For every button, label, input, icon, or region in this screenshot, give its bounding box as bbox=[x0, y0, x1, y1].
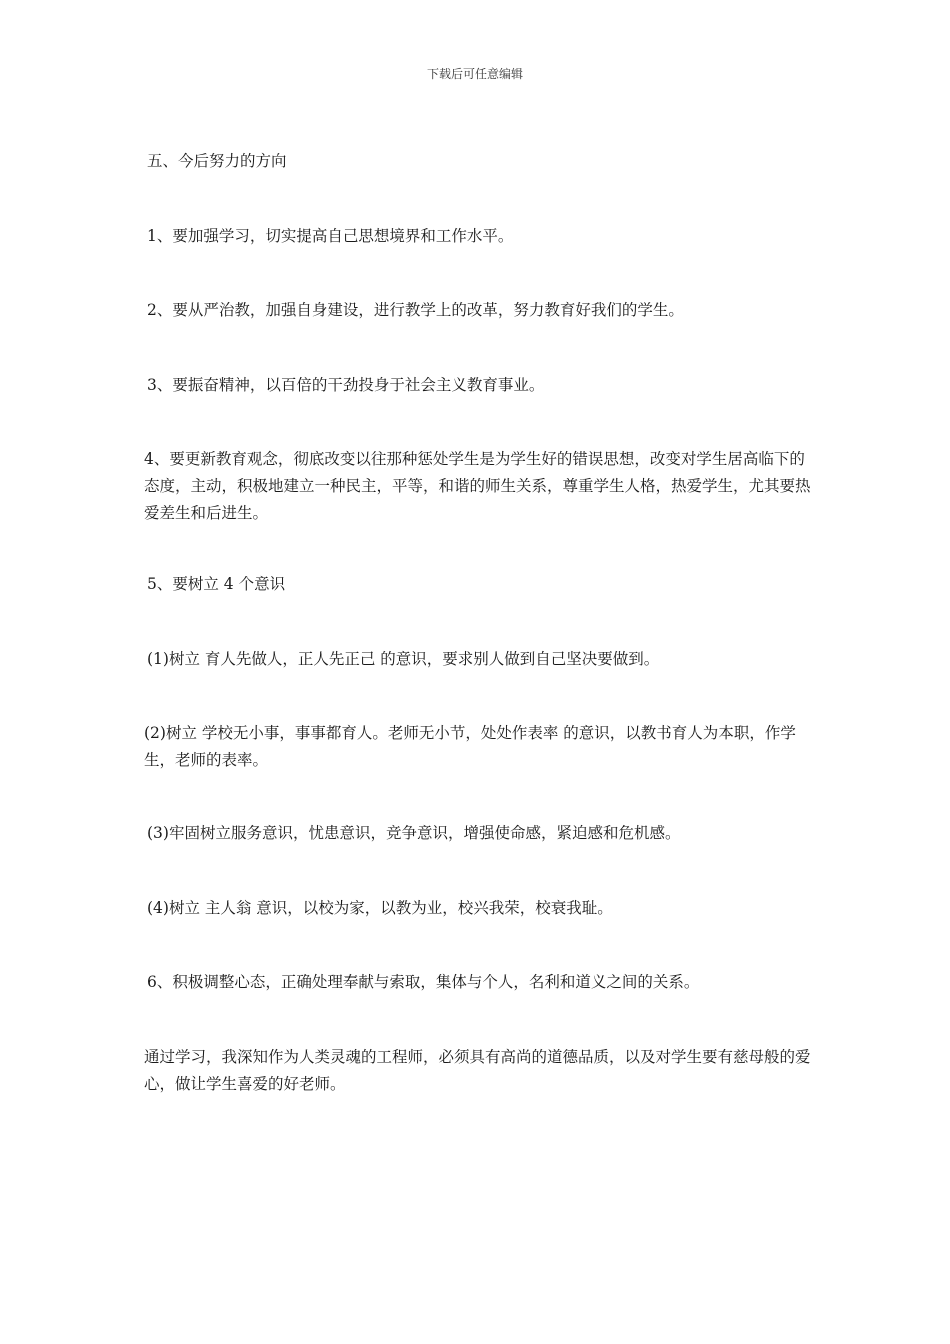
paragraph-subitem-1: (1)树立 育人先做人，正人先正己 的意识，要求别人做到自己坚决要做到。 bbox=[147, 650, 660, 668]
paragraph-item-1: 1、要加强学习，切实提高自己思想境界和工作水平。 bbox=[147, 227, 514, 245]
paragraph-item-4: 4、要更新教育观念，彻底改变以往那种惩处学生是为学生好的错误思想，改变对学生居高临下的态度，主动，积极地建立一种民主，平等，和谐的师生关系，尊重学生人格，热爱学生，尤其要热爱差生和后进生。 bbox=[144, 450, 811, 522]
paragraph-item-5: 5、要树立 4 个意识 bbox=[147, 575, 286, 593]
paragraph-subitem-2: (2)树立 学校无小事，事事都育人。老师无小节，处处作表率 的意识，以教书育人为本职，作学生，老师的表率。 bbox=[144, 724, 796, 769]
paragraph-item-3: 3、要振奋精神，以百倍的干劲投身于社会主义教育事业。 bbox=[147, 376, 545, 394]
section-title: 五、今后努力的方向 bbox=[147, 152, 287, 170]
paragraph-subitem-4: (4)树立 主人翁 意识，以校为家，以教为业，校兴我荣，校衰我耻。 bbox=[147, 899, 613, 917]
paragraph-subitem-3: (3)牢固树立服务意识，忧患意识，竞争意识，增强使命感，紧迫感和危机感。 bbox=[147, 824, 681, 842]
page-header: 下载后可任意编辑 bbox=[426, 67, 523, 81]
closing-paragraph: 通过学习，我深知作为人类灵魂的工程师，必须具有高尚的道德品质，以及对学生要有慈母般的爱心，做让学生喜爱的好老师。 bbox=[144, 1048, 811, 1093]
paragraph-item-6: 6、积极调整心态，正确处理奉献与索取，集体与个人，名利和道义之间的关系。 bbox=[147, 973, 700, 991]
paragraph-item-2: 2、要从严治教，加强自身建设，进行教学上的改革，努力教育好我们的学生。 bbox=[147, 301, 684, 319]
